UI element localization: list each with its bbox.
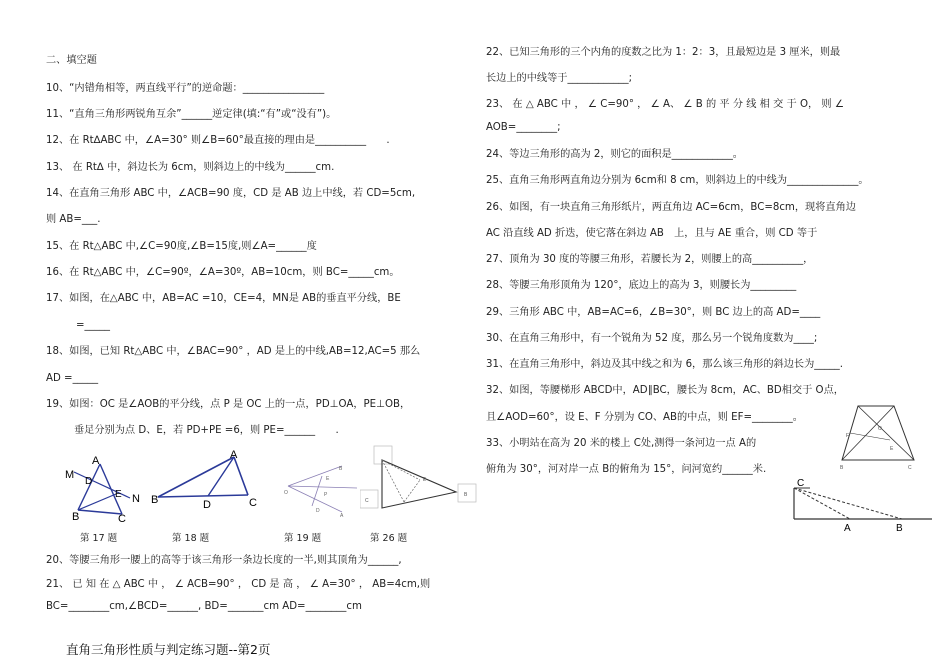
question-29: 29、三角形 ABC 中，AB=AC=6，∠B=30°，则 BC 边上的高 AD=____ [486,307,821,318]
question-22-line-2: 长边上的中线等于____________; [486,73,633,84]
question-16: 16、在 Rt△ABC 中，∠C=90º，∠A=30º，AB=10cm，则 BC=_____cm。 [46,267,400,278]
svg-text:D: D [85,476,93,487]
question-32-line-2: 且∠AOD=60°，设 E、F 分别为 CO、AB的中点，则 EF=________。 [486,412,803,423]
svg-text:D: D [203,499,211,511]
question-30: 30、在直角三角形中，有一个锐角为 52 度，那么另一个锐角度数为____; [486,333,818,344]
svg-text:E: E [423,477,427,483]
question-17-line-1: 17、如图，在△ABC 中，AB=AC =10，CE=4，MN是 AB的垂直平分线，BE [46,293,401,304]
svg-text:O: O [878,426,882,432]
svg-text:B: B [339,466,343,472]
caption-18: 第 18 题 [172,533,210,544]
svg-text:E: E [326,476,330,482]
question-23-line-1: 23、 在 △ ABC 中 ， ∠ C=90° ， ∠ A、 ∠ B 的 平 分 线 相 交 于 O， 则 ∠ [486,99,844,110]
question-33-line-1: 33、小明站在高为 20 米的楼上 C处,测得一条河边一点 A的 [486,438,757,449]
question-15: 15、在 Rt△ABC 中,∠C=90度,∠B=15度,则∠A=______度 [46,241,317,252]
question-27: 27、顶角为 30 度的等腰三角形，若腰长为 2，则腰上的高__________， [486,254,814,265]
figure-17 [60,452,150,522]
svg-text:C: C [797,478,805,489]
question-31: 31、在直角三角形中，斜边及其中线之和为 6，那么该三角形的斜边长为_____. [486,359,844,370]
question-14-line-1: 14、在直角三角形 ABC 中，∠ACB=90 度，CD 是 AB 边上中线，若 CD=5cm, [46,188,416,199]
svg-text:A: A [844,523,851,534]
svg-text:P: P [324,492,328,498]
svg-text:N: N [132,493,140,505]
question-19-line-1: 19、如图：OC 是∠AOB的平分线，点 P 是 OC 上的一点，PD⊥OA，PE⊥OB， [46,399,411,410]
caption-26: 第 26 题 [370,533,408,544]
svg-text:B: B [151,494,159,506]
question-10: 10、“内错角相等，两直线平行”的逆命题：________________ [46,83,325,94]
caption-19: 第 19 题 [284,533,322,544]
figure-32 [838,402,920,472]
question-25: 25、直角三角形两直角边分别为 6cm和 8 cm，则斜边上的中线为______________。 [486,175,869,186]
question-18-line-1: 18、如图，已知 Rt△ABC 中，∠BAC=90° ，AD 是上的中线,AB=12,AC=5 那么 [46,346,421,357]
page-footer: 直角三角形性质与判定练习题--第2页 [66,642,271,657]
svg-text:E: E [115,489,122,500]
svg-text:E: E [890,446,894,452]
svg-text:A: A [230,449,238,461]
question-26-line-2: AC 沿直线 AD 折迭，使它落在斜边 AB 上，且与 AE 重合，则 CD 等于 [486,228,818,239]
svg-text:D: D [316,508,320,514]
svg-text:O: O [284,490,288,496]
question-11: 11、“直角三角形两锐角互余”______逆定律(填:“有”或“没有”)。 [46,109,337,120]
svg-text:A: A [92,455,100,467]
svg-text:M: M [65,469,75,481]
svg-text:B: B [896,523,903,534]
question-22-line-1: 22、已知三角形的三个内角的度数之比为 1：2：3，且最短边是 3 厘米，则最 [486,47,841,58]
question-20: 20、等腰三角形一腰上的高等于该三角形一条边长度的一半,则其顶角为______, [46,555,402,566]
svg-text:B: B [72,511,80,522]
question-23-line-2: AOB=________; [486,122,561,133]
svg-text:B: B [464,492,468,498]
svg-text:A: A [340,513,344,518]
figure-33 [790,474,935,536]
svg-text:C: C [118,513,126,522]
svg-text:C: C [365,498,369,504]
question-26-line-1: 26、如图，有一块直角三角形纸片，两直角边 AC=6cm，BC=8cm，现将直角边 [486,202,856,213]
question-32-line-1: 32、如图，等腰梯形 ABCD中，AD∥BC，腰长为 8cm，AC、BD相交于 O点， [486,385,844,396]
question-18-line-2: AD =_____ [46,373,99,384]
figure-26 [360,444,485,514]
figure-18 [150,447,265,515]
question-28: 28、等腰三角形顶角为 120°，底边上的高为 3，则腰长为_________ [486,280,797,291]
question-21-line-2: BC=________cm,∠BCD=______, BD=_______cm AD=________cm [46,601,362,612]
svg-text:F: F [846,433,850,439]
question-17-line-2: =_____ [76,320,111,331]
svg-text:B: B [840,465,844,471]
question-19-line-2: 垂足分别为点 D、E，若 PD+PE =6，则 PE=______ . [74,425,339,436]
question-14-line-2: 则 AB=___. [46,214,101,225]
question-21-line-1: 21、 已 知 在 △ ABC 中 ， ∠ ACB=90° ， CD 是 高 ， ∠ A=30° ， AB=4cm,则 [46,579,431,590]
section-title: 二、填空题 [46,55,97,66]
question-13: 13、 在 Rt∆ 中，斜边长为 6cm，则斜边上的中线为______cm. [46,162,335,173]
caption-17: 第 17 题 [80,533,118,544]
svg-text:C: C [908,465,912,471]
question-24: 24、等边三角形的高为 2，则它的面积是____________。 [486,149,743,160]
question-33-line-2: 俯角为 30°，河对岸一点 B的俯角为 15°，问河宽约______米. [486,464,767,475]
figure-19 [282,456,362,518]
svg-text:C: C [249,497,257,509]
question-12: 12、在 Rt∆ABC 中，∠A=30° 则∠B=60°最直接的理由是__________ . [46,135,390,146]
